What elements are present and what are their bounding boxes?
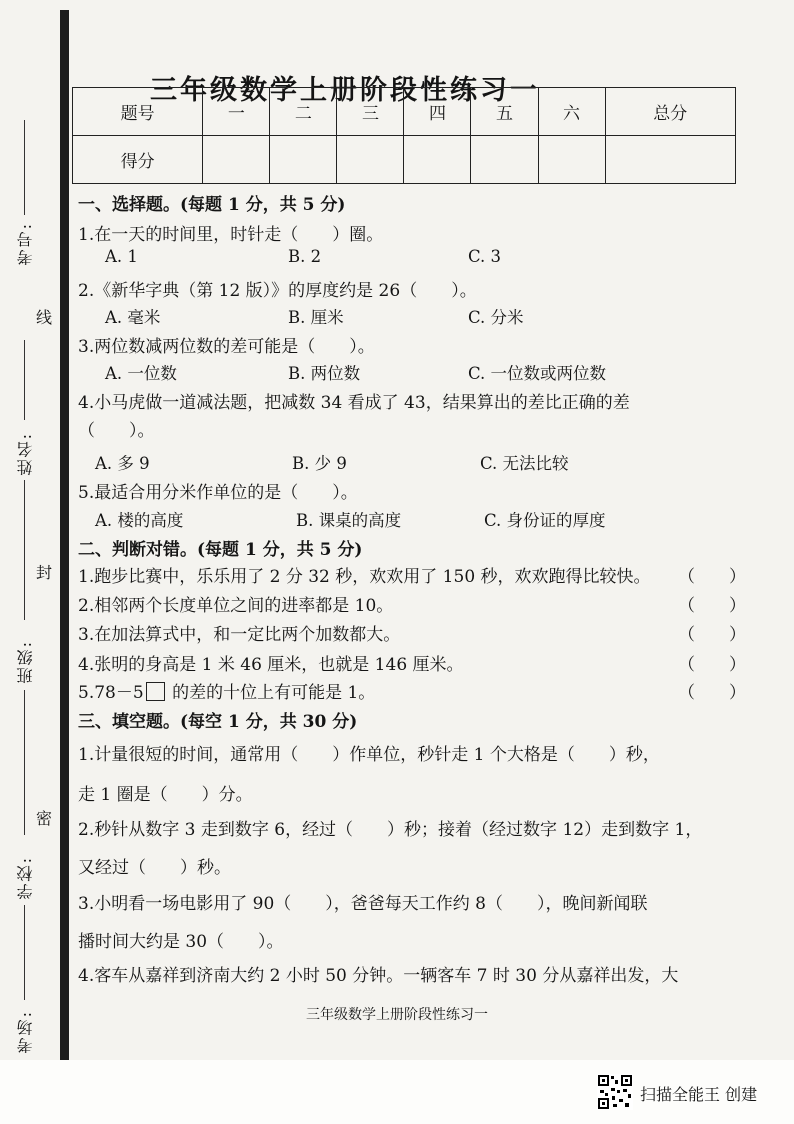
option-c: C. 一位数或两位数 [468, 364, 607, 383]
header-cell: 三 [337, 88, 404, 136]
header-cell: 一 [203, 88, 270, 136]
score-cell[interactable] [203, 136, 270, 184]
fill-line: 播时间大约是 30（ ）。 [78, 932, 284, 952]
fill-line: 3.小明看一场电影用了 90（ ），爸爸每天工作约 8（ ），晚间新闻联 [78, 894, 648, 914]
judge-item-prefix: 5.78－5 [78, 683, 144, 703]
side-label-kaochang: 考场: [16, 1010, 35, 1054]
side-char-xian: 线 [36, 308, 53, 327]
side-line [24, 690, 25, 835]
answer-paren[interactable]: （ ） [678, 567, 746, 587]
fill-line: 2.秒针从数字 3 走到数字 6，经过（ ）秒；接着（经过数字 12）走到数字 1， [78, 820, 703, 840]
side-label-xingming: 姓名: [16, 432, 35, 476]
qr-code-icon [597, 1074, 633, 1110]
fill-line: 4.客车从嘉祥到济南大约 2 小时 50 分钟。一辆客车 7 时 30 分从嘉祥出发，大 [78, 966, 679, 986]
answer-paren[interactable]: （ ） [678, 596, 746, 616]
score-cell[interactable] [471, 136, 538, 184]
option-c: C. 身份证的厚度 [484, 511, 606, 530]
option-a: A. 多 9 [95, 454, 150, 473]
judge-item: 2.相邻两个长度单位之间的进率都是 10。 [78, 596, 394, 616]
option-a: A. 楼的高度 [95, 511, 184, 530]
answer-paren[interactable]: （ ） [678, 683, 746, 703]
header-cell: 五 [471, 88, 538, 136]
side-label-xuexiao: 学校: [16, 856, 35, 900]
side-line [24, 120, 25, 215]
side-label-kaohao: 考号: [16, 222, 35, 266]
fill-line: 又经过（ ）秒。 [78, 858, 231, 878]
score-cell[interactable] [337, 136, 404, 184]
option-c: C. 分米 [468, 308, 524, 327]
option-b: B. 两位数 [288, 364, 361, 383]
judge-item: 1.跑步比赛中，乐乐用了 2 分 32 秒，欢欢用了 150 秒，欢欢跑得比较快。 [78, 567, 651, 587]
side-line [24, 905, 25, 1000]
judge-item-suffix: 的差的十位上有可能是 1。 [166, 683, 376, 703]
score-cell[interactable] [605, 136, 735, 184]
question-text: 3.两位数减两位数的差可能是（ ）。 [78, 337, 375, 357]
option-a: A. 1 [105, 247, 138, 266]
score-cell[interactable] [270, 136, 337, 184]
row-label-cell: 得分 [73, 136, 203, 184]
page-footer: 三年级数学上册阶段性练习一 [306, 1007, 488, 1023]
judge-item: 3.在加法算式中，和一定比两个加数都大。 [78, 625, 401, 645]
judge-item [78, 678, 375, 703]
question-text-cont: （ ）。 [78, 421, 155, 441]
side-char-mi: 密 [36, 809, 53, 828]
score-table [72, 87, 736, 184]
option-a: A. 毫米 [105, 308, 161, 327]
header-cell: 总分 [605, 88, 735, 136]
score-table-score-row [73, 136, 736, 184]
binding-bar [60, 10, 69, 1060]
question-text: 1.在一天的时间里，时针走（ ）圈。 [78, 225, 384, 245]
header-cell: 六 [538, 88, 605, 136]
question-text: 4.小马虎做一道减法题，把减数 34 看成了 43，结果算出的差比正确的差 [78, 393, 630, 413]
section2-heading: 二、判断对错。(每题 1 分，共 5 分) [78, 540, 363, 560]
question-text: 5.最适合用分米作单位的是（ ）。 [78, 483, 358, 503]
header-cell: 题号 [73, 88, 203, 136]
binding-margin [0, 0, 60, 1060]
side-line [24, 340, 25, 420]
option-b: B. 厘米 [288, 308, 344, 327]
judge-item: 4.张明的身高是 1 米 46 厘米，也就是 146 厘米。 [78, 655, 464, 675]
score-table-header-row [73, 88, 736, 136]
score-cell[interactable] [404, 136, 471, 184]
answer-paren[interactable]: （ ） [678, 655, 746, 675]
section3-heading: 三、填空题。(每空 1 分，共 30 分) [78, 712, 358, 732]
score-cell[interactable] [538, 136, 605, 184]
page-title: 三年级数学上册阶段性练习一 [150, 75, 540, 106]
answer-paren[interactable]: （ ） [678, 625, 746, 645]
section1-heading: 一、选择题。(每题 1 分，共 5 分) [78, 195, 346, 215]
option-b: B. 课桌的高度 [296, 511, 402, 530]
option-a: A. 一位数 [105, 364, 177, 383]
fill-line: 1.计量很短的时间，通常用（ ）作单位，秒针走 1 个大格是（ ）秒， [78, 745, 660, 765]
question-text: 2.《新华字典（第 12 版）》的厚度约是 26（ ）。 [78, 281, 477, 301]
header-cell: 四 [404, 88, 471, 136]
option-b: B. 少 9 [292, 454, 347, 473]
side-label-banji: 班级: [16, 640, 35, 684]
blank-box[interactable] [146, 682, 165, 701]
scanner-watermark: 扫描全能王 创建 [640, 1085, 758, 1104]
side-line [24, 480, 25, 620]
fill-line: 走 1 圈是（ ）分。 [78, 785, 253, 805]
header-cell: 二 [270, 88, 337, 136]
side-char-feng: 封 [36, 563, 53, 582]
option-b: B. 2 [288, 247, 322, 266]
option-c: C. 无法比较 [480, 454, 569, 473]
option-c: C. 3 [468, 247, 502, 266]
